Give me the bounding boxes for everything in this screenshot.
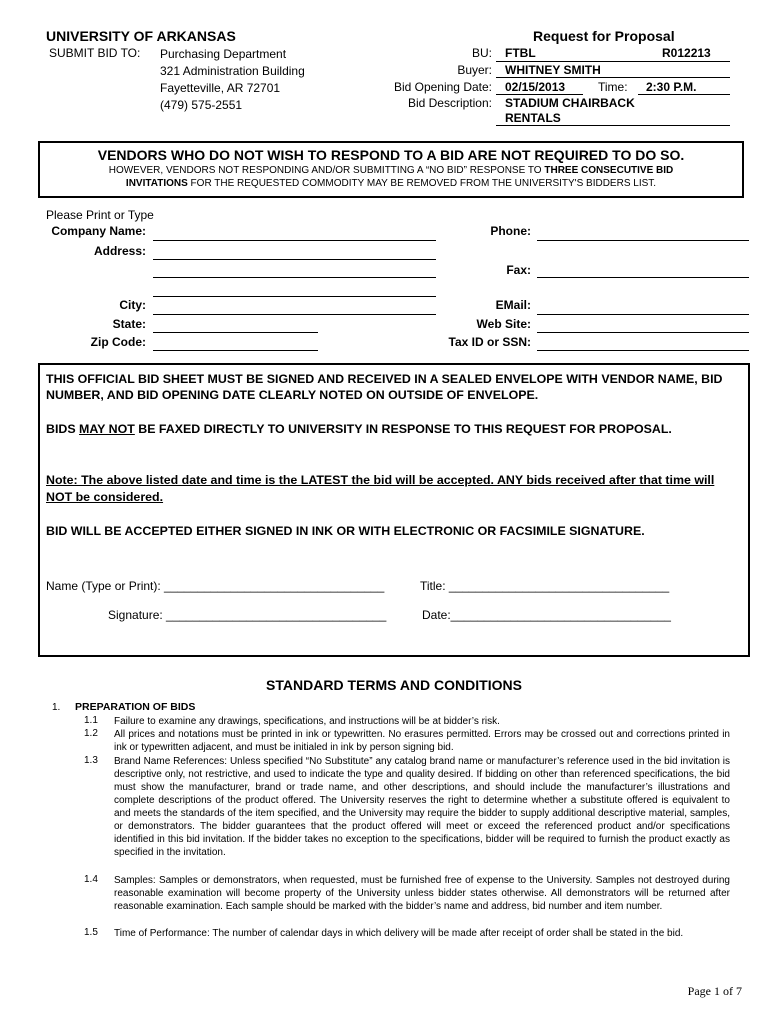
notice-line2-text: FOR THE REQUESTED COMMODITY MAY BE REMOVED FROM THE UNIVERSITY'S BIDDERS LIST.: [187, 178, 657, 189]
address-field-1[interactable]: [153, 259, 436, 260]
desc-line1: STADIUM CHAIRBACK: [505, 96, 635, 110]
buyer-label: Buyer:: [457, 63, 492, 77]
rfp-number: R012213: [662, 46, 711, 60]
address-line: 321 Administration Building: [160, 64, 305, 78]
notice-line2-bold: INVITATIONS: [125, 178, 188, 189]
bu-underline: [496, 61, 730, 62]
website-label: Web Site:: [476, 317, 531, 331]
time-value: 2:30 P.M.: [646, 80, 697, 94]
term-1-4: Samples: Samples or demonstrators, when requested, must be furnished free of expense to the University. Samples not destroyed during reasonable examination will become property of the University unless bidder states otherwise. All demonstrators will be returned after reasonable examination. Each sample should be marked with the bidder’s name and address, bid number and item number.: [114, 875, 730, 912]
address-line: (479) 575-2551: [160, 98, 243, 112]
section-title: PREPARATION OF BIDS: [75, 701, 196, 713]
university-name: UNIVERSITY OF ARKANSAS: [46, 28, 236, 44]
term-number: 1.5: [84, 927, 98, 938]
state-label: State:: [112, 317, 146, 331]
term-1-1: Failure to examine any drawings, specifications, and instructions will be at bidder’s risk.: [114, 716, 500, 727]
bu-label: BU:: [471, 46, 492, 60]
no-fax-text-a: BIDS: [46, 422, 80, 436]
time-label: Time:: [598, 80, 628, 94]
instruction-signature: BID WILL BE ACCEPTED EITHER SIGNED IN INK OR WITH ELECTRONIC OR FACSIMILE SIGNATURE.: [46, 524, 645, 538]
bid-date-label: Bid Opening Date:: [393, 80, 492, 94]
address-line: Fayetteville, AR 72701: [160, 81, 281, 95]
email-field[interactable]: [537, 314, 749, 315]
buyer-underline: [496, 77, 730, 78]
date-field[interactable]: Date:_________________________________: [422, 608, 671, 622]
term-number: 1.3: [84, 755, 98, 766]
instructions-box: [38, 363, 750, 657]
bid-date-underline: [496, 94, 583, 95]
notice-box: [38, 141, 744, 198]
desc-label: Bid Description:: [407, 96, 492, 110]
desc-line2: RENTALS: [505, 111, 561, 125]
zip-label: Zip Code:: [90, 335, 146, 349]
phone-label: Phone:: [490, 224, 531, 238]
time-underline: [638, 94, 730, 95]
bid-date-value: 02/15/2013: [505, 80, 566, 94]
instruction-no-fax: [46, 421, 740, 437]
zip-field[interactable]: [153, 350, 318, 351]
address-field-2[interactable]: [153, 277, 436, 278]
notice-line1-text: HOWEVER, VENDORS NOT RESPONDING AND/OR SUBMITTING A “NO BID” RESPONSE TO: [108, 165, 545, 176]
notice-line2: [40, 178, 742, 189]
city-label: City:: [119, 298, 146, 312]
notice-line1-bold: THREE CONSECUTIVE BID: [544, 165, 674, 176]
state-field[interactable]: [153, 332, 318, 333]
submit-address: [160, 46, 305, 114]
taxid-field[interactable]: [537, 350, 749, 351]
no-fax-emphasis: MAY NOT: [79, 422, 135, 436]
term-number: 1.4: [84, 874, 98, 885]
company-label: Company Name:: [51, 224, 146, 238]
submit-label: SUBMIT BID TO:: [49, 46, 141, 60]
rfp-title: Request for Proposal: [533, 28, 675, 44]
website-field[interactable]: [537, 332, 749, 333]
instruction-sealed-envelope: THIS OFFICIAL BID SHEET MUST BE SIGNED AND RECEIVED IN A SEALED ENVELOPE WITH VENDOR NAME, BID NUMBER, AND BID OPENING DATE CLEARLY NOTED ON OUTSIDE OF ENVELOPE.: [46, 372, 723, 402]
term-1-3: Brand Name References: Unless specified “No Substitute” any catalog brand name or manufacturer’s reference used in the bid invitation is descriptive only, not restrictive, and used to indicate the type and quality desired. If bidding on other than referenced specifications, the bid must show the manufacturer, brand or trade name, and other descriptions, and should include the manufacturer’s illustrations and complete descriptions of the product offered. The University reserves the right to determine whether a substitute offered is equivalent to and meets the standards of the item specified, and the University may require the bidder to supply additional descriptive material, samples, or demonstrators. The bidder guarantees that the product offered will meet or exceed the referenced product and/or specifications identified in this bid invitation. If the bidder takes no exception to the specifications, bidder will be required to furnish the product exactly as specified in the invitation.: [114, 756, 730, 858]
instruction-deadline-note: Note: The above listed date and time is the LATEST the bid will be accepted. ANY bids received after that time will NOT be considered.: [46, 473, 715, 504]
term-1-5: Time of Performance: The number of calendar days in which delivery will be made after receipt of order shall be stated in the bid.: [114, 928, 684, 939]
address-field-3[interactable]: [153, 296, 436, 297]
notice-line1: [40, 165, 742, 176]
fax-field[interactable]: [537, 277, 749, 278]
taxid-label: Tax ID or SSN:: [448, 335, 531, 349]
term-number: 1.2: [84, 728, 98, 739]
notice-title: VENDORS WHO DO NOT WISH TO RESPOND TO A BID ARE NOT REQUIRED TO DO SO.: [97, 147, 685, 163]
term-number: 1.1: [84, 715, 98, 726]
name-field[interactable]: Name (Type or Print): _________________________________: [46, 579, 385, 593]
company-field[interactable]: [153, 240, 436, 241]
address-label: Address:: [93, 244, 146, 258]
term-1-2: All prices and notations must be printed in ink or typewritten. No erasures permitted. Errors may be crossed out and corrections printed in ink or typewritten adjacent, and must be initialed in ink by person signing bid.: [114, 729, 730, 753]
fax-label: Fax:: [506, 263, 531, 277]
city-field[interactable]: [153, 314, 436, 315]
email-label: EMail:: [495, 298, 531, 312]
bu-value: FTBL: [505, 46, 536, 60]
section-number: 1.: [52, 702, 61, 713]
phone-field[interactable]: [537, 240, 749, 241]
print-hint: Please Print or Type: [46, 208, 154, 222]
terms-heading: STANDARD TERMS AND CONDITIONS: [266, 677, 522, 693]
no-fax-text-c: BE FAXED DIRECTLY TO UNIVERSITY IN RESPONSE TO THIS REQUEST FOR PROPOSAL.: [134, 422, 672, 436]
desc-underline: [496, 125, 730, 126]
address-line: Purchasing Department: [160, 47, 287, 61]
page-number: Page 1 of 7: [687, 984, 742, 998]
title-field[interactable]: Title: _________________________________: [420, 579, 670, 593]
buyer-value: WHITNEY SMITH: [505, 63, 601, 77]
signature-field[interactable]: Signature: _________________________________: [108, 608, 387, 622]
